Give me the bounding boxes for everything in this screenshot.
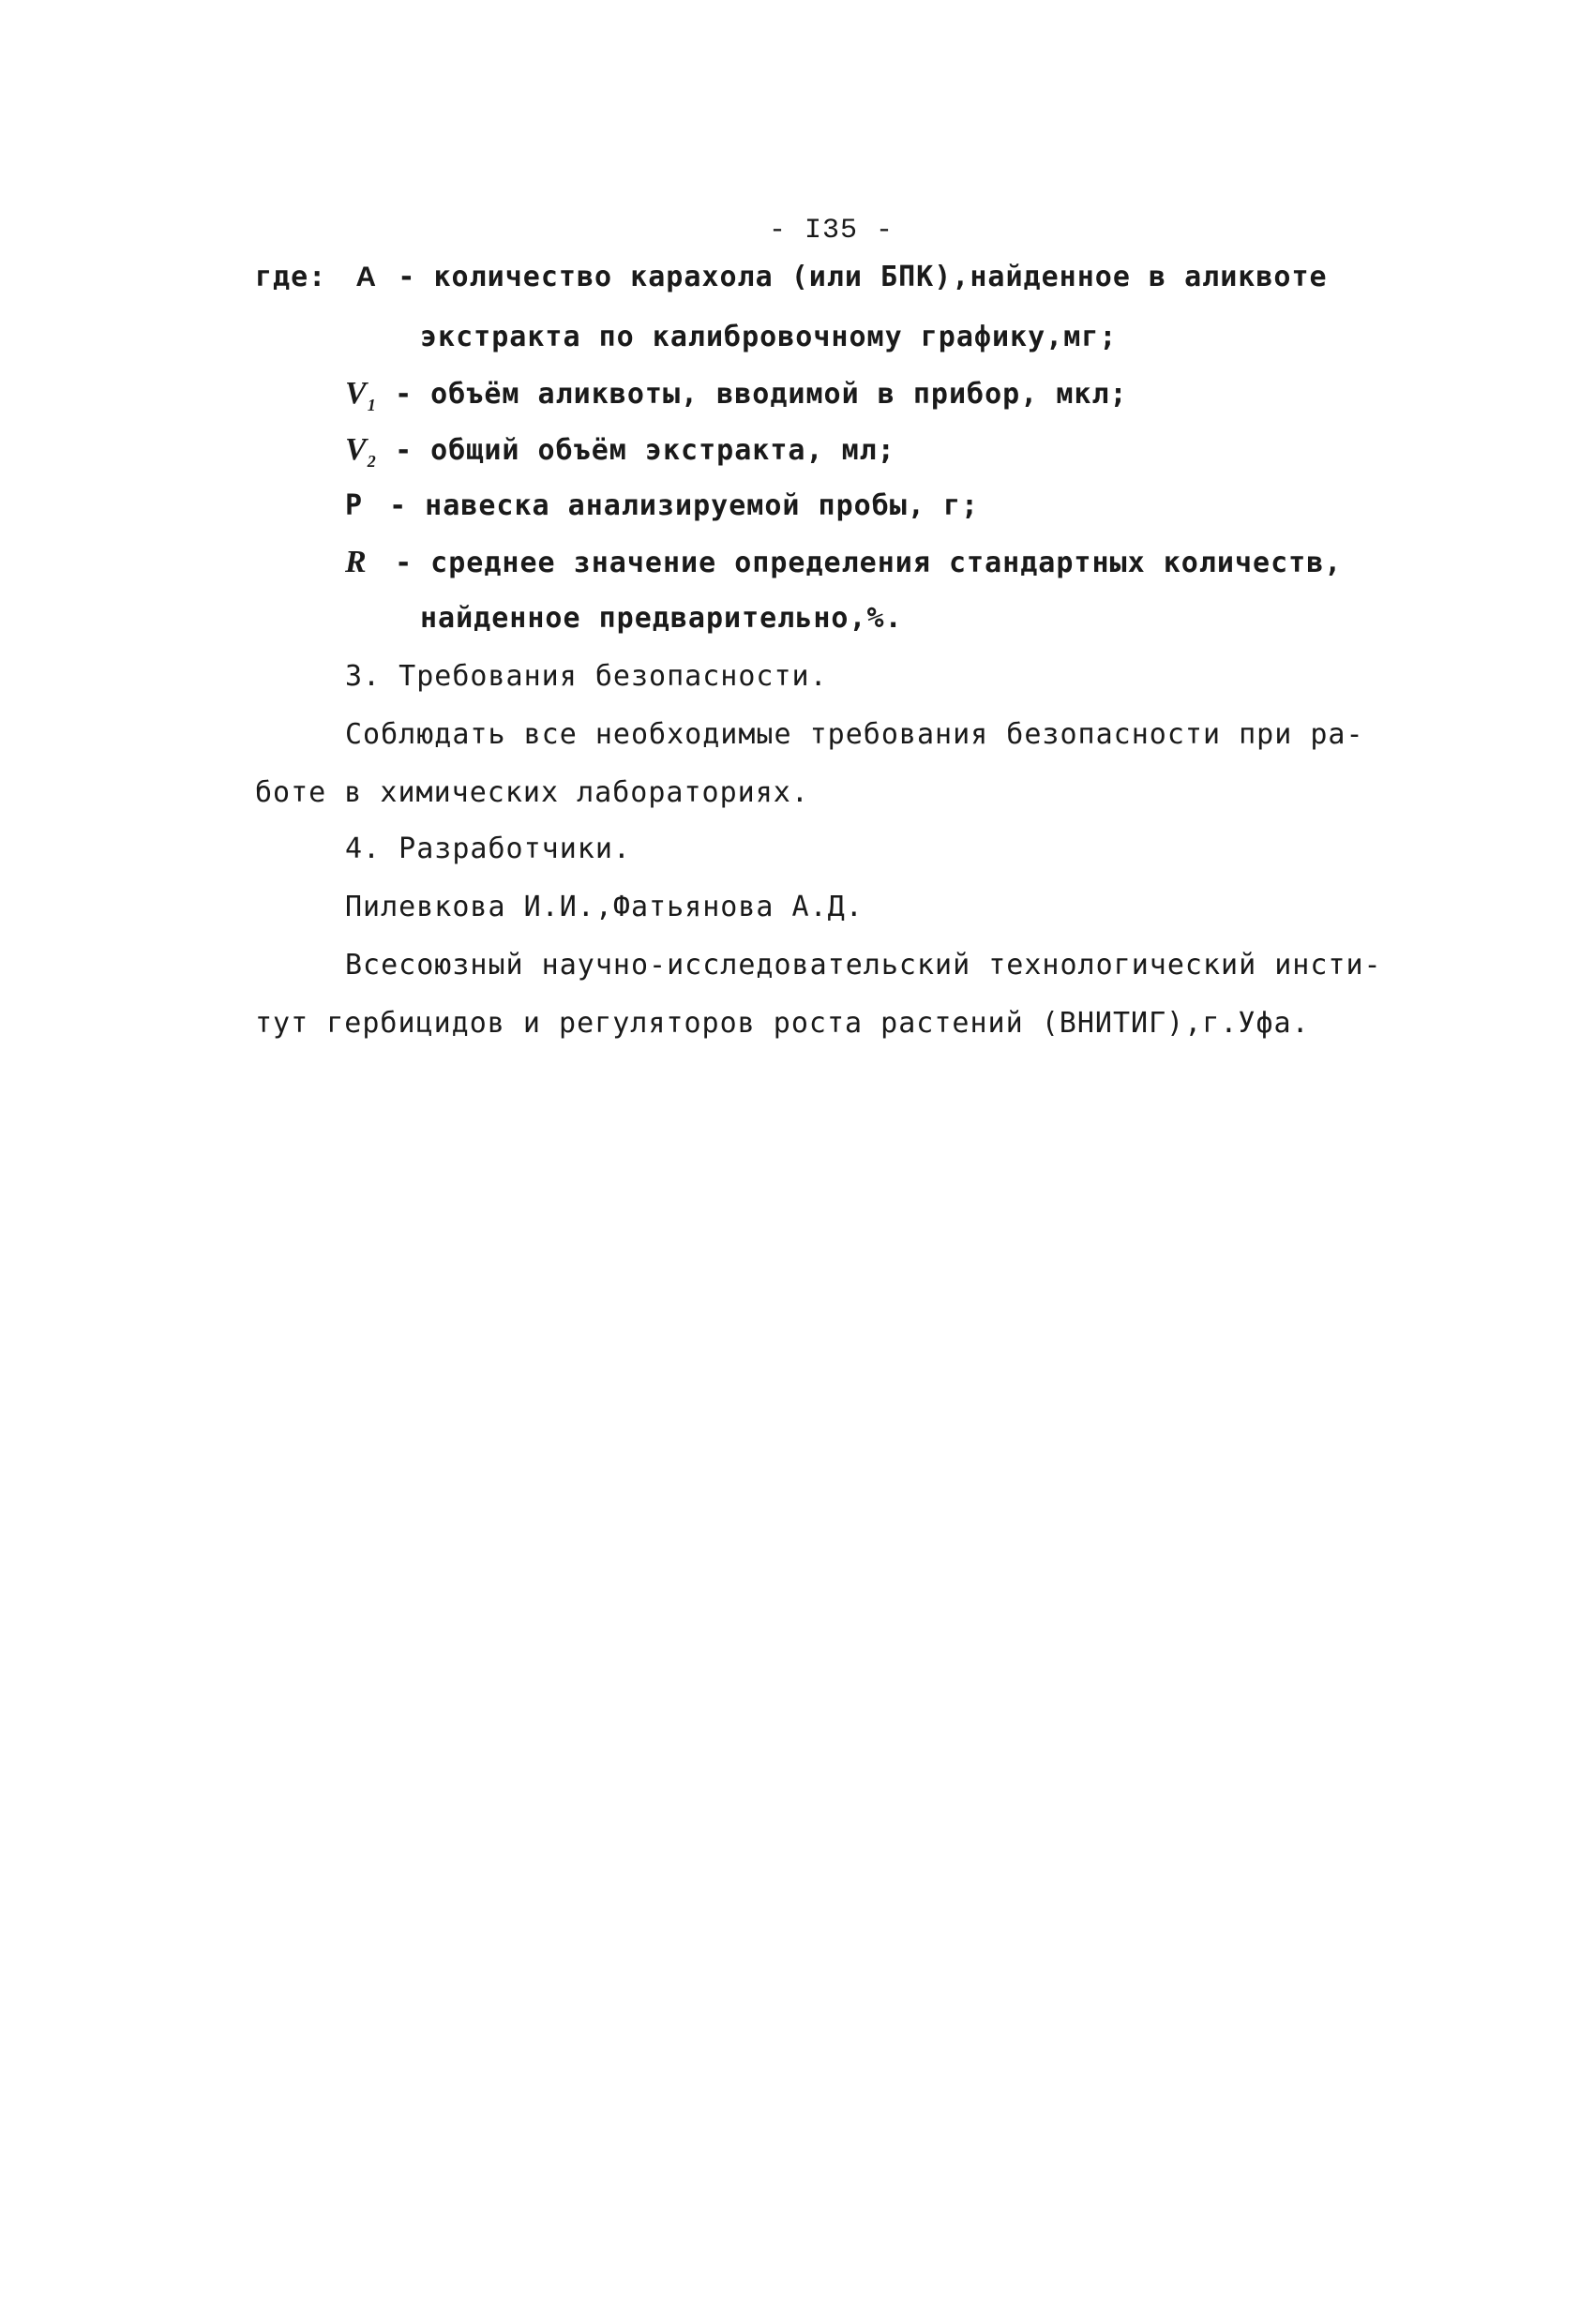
symbol-A: A <box>355 262 377 292</box>
definition-text: экстракта по калибровочному графику,мг; <box>420 321 1118 353</box>
section-3-heading: 3. Требования безопасности. <box>345 660 828 693</box>
definition-line-P <box>345 489 979 523</box>
section-3-paragraph-line-1: Соблюдать все необходимые требования безопасности при ра- <box>345 718 1364 751</box>
definition-line-V1 <box>345 377 1128 422</box>
subscript: 1 <box>367 396 377 414</box>
symbol-R: R <box>345 545 368 579</box>
section-3-paragraph-line-2: боте в химических лабораториях. <box>255 776 809 809</box>
definition-text: - общий объём экстракта, мл; <box>395 434 895 467</box>
definition-text: - навеска анализируемой пробы, г; <box>389 489 980 522</box>
subscript: 2 <box>367 452 377 471</box>
symbol-V: $V_2$ <box>345 432 377 471</box>
symbol-P: P <box>345 489 364 522</box>
definition-text: найденное предварительно,%. <box>420 602 903 635</box>
organization-line-1: Всесоюзный научно-исследовательский технологический инсти- <box>345 949 1382 982</box>
definition-text: - среднее значение определения стандартных количеств, <box>395 547 1343 579</box>
page-number: - I35 - <box>769 215 895 247</box>
definition-line-R <box>345 546 1342 580</box>
definition-text: - объём аликвоты, вводимой в прибор, мкл; <box>395 378 1128 411</box>
where-prefix: где: <box>255 261 327 293</box>
definition-text: - количество карахола (или БПК),найденное в аликвоте <box>398 261 1328 293</box>
authors-line: Пилевкова И.И.,Фатьянова А.Д. <box>345 891 864 923</box>
definition-line-R-cont <box>420 602 903 636</box>
symbol-V: $V_1$ <box>345 376 377 414</box>
definition-line-V2 <box>345 433 895 478</box>
organization-line-2: тут гербицидов и регуляторов роста растений (ВНИТИГ),г.Уфа. <box>255 1007 1310 1040</box>
definition-line-A-cont <box>420 321 1117 354</box>
definition-line-A <box>255 261 1328 294</box>
section-4-heading: 4. Разработчики. <box>345 832 631 865</box>
